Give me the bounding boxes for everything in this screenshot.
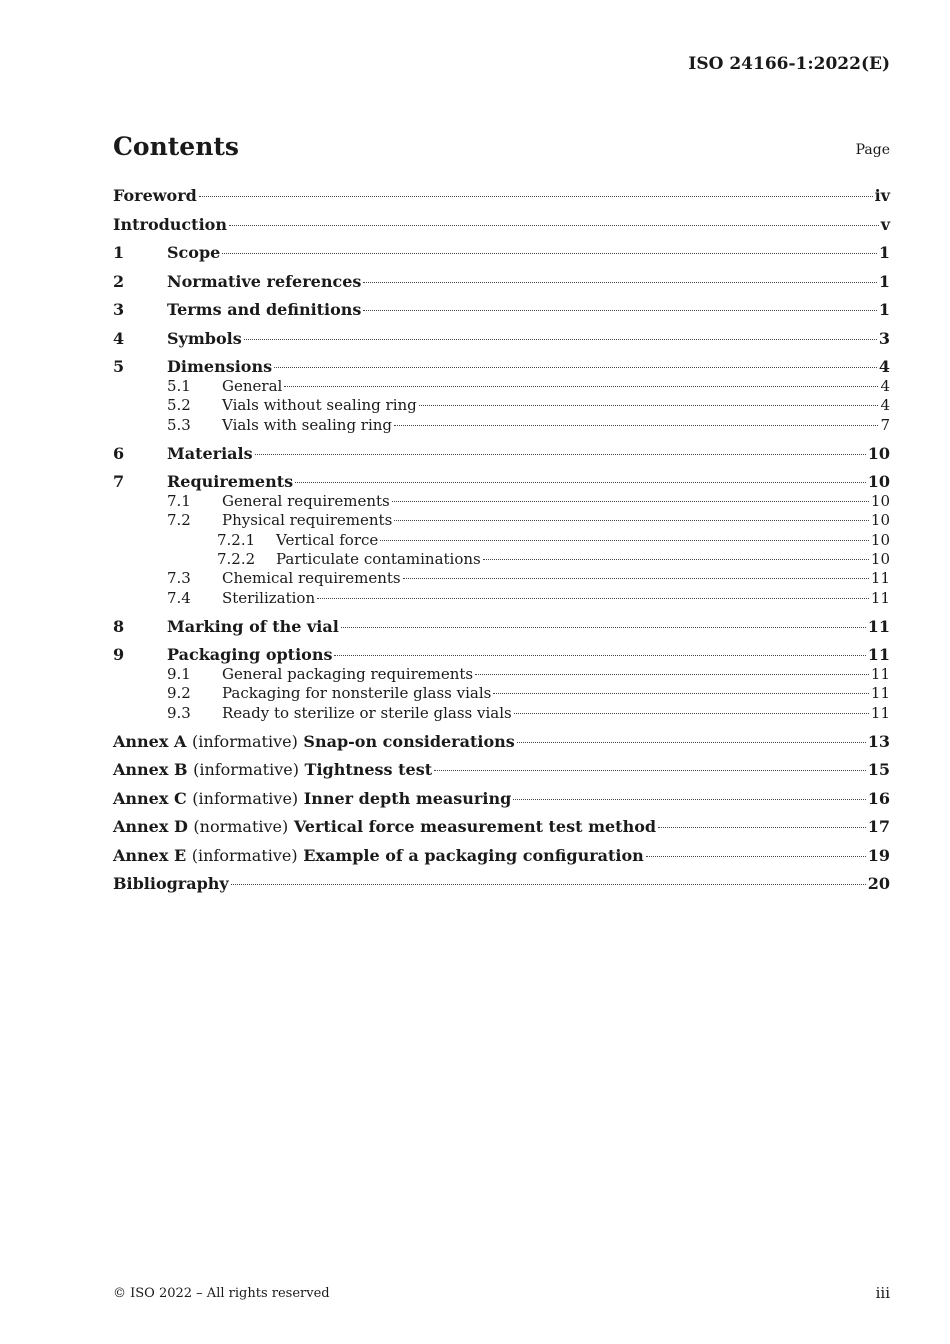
toc-page-number: 17 [867,817,890,837]
annex-title: Inner depth measuring [303,788,512,808]
toc-section-number: 2 [113,271,125,291]
toc-page-number: 11 [867,616,890,636]
toc-entry-title: General requirements [222,492,390,511]
toc-section-number: 9.2 [167,684,191,703]
toc-entry-annex-d[interactable] [113,816,890,845]
toc-page-number: 10 [870,511,890,530]
toc-entry-title: Symbols [167,328,242,348]
toc-section-number: 9 [113,645,125,665]
leader-dots [514,713,869,714]
leader-dots [363,310,876,311]
contents-header [113,132,890,166]
annex-label: Annex D [113,817,188,837]
toc-page-number: 11 [870,703,890,722]
toc-section-number: 5.3 [167,415,191,434]
leader-dots [334,655,865,656]
toc-page-number: 11 [867,645,890,665]
toc-page-number: iv [874,186,890,205]
toc-entry-title: Requirements [167,472,294,492]
toc-section-number: 7.2.2 [217,549,256,568]
leader-dots [244,339,877,340]
leader-dots [493,693,869,694]
toc-section-number: 7.1 [167,492,191,511]
leader-dots [658,827,866,828]
toc-section-number: 8 [113,616,125,636]
toc-entry-annex-b[interactable] [113,759,890,788]
toc-entry-requirements[interactable] [113,471,890,492]
toc-entry-title: General [222,377,283,395]
leader-dots [341,627,866,628]
copyright-notice: © ISO 2022 – All rights reserved [113,1286,330,1301]
toc-page-number: 11 [870,588,890,607]
leader-dots [284,386,878,387]
leader-dots [517,742,866,743]
toc-section-number: 3 [113,300,125,319]
leader-dots [199,196,873,197]
toc-subentry[interactable] [113,665,890,684]
annex-type: (informative) [193,760,299,780]
toc-section-number: 7 [113,472,125,492]
toc-page-number: 1 [878,243,890,262]
annex-label: Annex A [113,731,187,751]
toc-entry-title: Sterilization [222,588,316,607]
toc-entry-title: General packaging requirements [222,665,474,684]
toc-group-packaging [113,644,890,731]
annex-title: Vertical force measurement test method [293,817,657,837]
toc-section-number: 7.2.1 [217,530,256,549]
toc-entry-title: Ready to sterilize or sterile glass vials [222,703,512,722]
toc-entry-title: Packaging for nonsterile glass vials [222,684,492,703]
toc-entry-title: Particulate contaminations [276,549,481,568]
toc-page-number: 11 [870,665,890,684]
annex-type: (informative) [191,731,298,751]
leader-dots [513,799,865,800]
leader-dots [475,674,869,675]
toc-subentry[interactable] [113,684,890,703]
toc-entry-title [113,731,515,753]
annex-label: Annex E [113,845,187,865]
toc-subentry[interactable] [113,416,890,443]
toc-page-number: 10 [870,530,890,549]
toc-page-number: 10 [870,549,890,568]
leader-dots [380,540,869,541]
toc-page-number: 1 [878,300,890,319]
leader-dots [419,405,879,406]
toc-entry-packaging-options[interactable] [113,644,890,665]
toc-entry-title: Vertical force [276,530,379,549]
toc-entry-annex-e[interactable] [113,845,890,874]
toc-entry-title: Materials [167,443,253,463]
toc-subentry[interactable] [113,511,890,530]
annex-label: Annex B [113,760,188,780]
leader-dots [231,884,866,885]
toc-entry-introduction[interactable] [113,214,890,243]
annex-type: (normative) [193,817,289,837]
leader-dots [222,253,877,254]
contents-title: Contents [113,132,240,161]
annex-title: Example of a packaging configuration [303,845,644,865]
toc-page-number: 16 [867,788,890,808]
toc-page-number: 7 [880,415,890,434]
leader-dots [295,482,866,483]
toc-section-number: 5.1 [167,377,191,395]
annex-type: (informative) [192,788,299,808]
leader-dots [229,225,879,226]
toc-entry-title: Dimensions [167,357,273,376]
toc-page-number: 11 [870,569,890,588]
toc-section-number: 7.3 [167,569,191,588]
toc-page-number: 3 [878,328,890,348]
leader-dots [483,559,869,560]
toc-entry-symbols[interactable] [113,328,890,357]
toc-section-number: 9.3 [167,703,191,722]
toc-page-number: 15 [867,760,890,780]
toc-entry-title [113,759,432,781]
toc-entry-title: Chemical requirements [222,569,401,588]
toc-entry-bibliography[interactable] [113,873,890,902]
toc-entry-annex-c[interactable] [113,788,890,817]
toc-page-number: 13 [867,731,890,751]
toc-page-number: 4 [880,396,890,415]
toc-subsubentry[interactable] [113,550,890,569]
leader-dots [317,598,869,599]
toc-section-number: 5 [113,357,125,376]
toc-entry-scope[interactable] [113,242,890,271]
toc-section-number: 7.2 [167,511,191,530]
page-column-label: Page [855,142,890,158]
toc-entry-marking[interactable] [113,616,890,645]
toc-section-number: 4 [113,328,125,348]
toc-entry-title: Marking of the vial [167,616,339,636]
toc-page-number: 19 [867,845,890,865]
toc-entry-foreword[interactable] [113,185,890,214]
toc-section-number: 6 [113,443,125,463]
annex-type: (informative) [191,845,298,865]
toc-subentry[interactable] [113,492,890,511]
leader-dots [392,501,869,502]
annex-title: Snap-on considerations [303,731,515,751]
leader-dots [403,578,869,579]
toc-entry-title: Vials without sealing ring [222,396,417,415]
annex-label: Annex C [113,788,187,808]
toc-page-number: 4 [880,377,890,395]
annex-title: Tightness test [304,760,433,780]
toc-group-requirements [113,471,890,615]
leader-dots [434,770,866,771]
toc-subentry[interactable] [113,396,890,415]
toc-subentry[interactable] [113,377,890,396]
toc-section-number: 1 [113,243,125,262]
page-number: iii [875,1284,890,1302]
toc-entry-title: Introduction [113,214,227,234]
leader-dots [646,856,866,857]
toc-subentry[interactable] [113,589,890,616]
toc-page-number: 10 [870,492,890,511]
toc-entry-title [113,788,511,810]
toc-page-number: 1 [878,271,890,291]
toc-page-number: 11 [870,684,890,703]
toc-entry-title: Scope [167,243,221,262]
toc-entry-terms-and-definitions[interactable] [113,299,890,328]
toc-entry-title: Packaging options [167,645,333,665]
toc-entry-title: Foreword [113,186,197,205]
leader-dots [394,425,878,426]
toc-entry-materials[interactable] [113,443,890,472]
toc-subsubentry[interactable] [113,531,890,550]
toc-entry-dimensions[interactable] [113,356,890,377]
toc-entry-title [113,816,656,838]
toc-section-number: 7.4 [167,588,191,607]
toc-entry-title: Bibliography [113,874,229,894]
toc-group-dimensions [113,356,890,443]
toc-page-number: v [880,214,890,234]
toc-entry-annex-a[interactable] [113,731,890,760]
toc-entry-title: Normative references [167,271,362,291]
leader-dots [394,520,869,521]
toc-entry-title: Terms and definitions [167,300,362,319]
toc-section-number: 9.1 [167,665,191,684]
leader-dots [363,282,876,283]
toc-subentry[interactable] [113,704,890,731]
toc-page-number: 10 [867,443,890,463]
leader-dots [255,454,866,455]
document-id: ISO 24166-1:2022(E) [688,54,890,74]
toc-entry-title: Physical requirements [222,511,393,530]
toc-entry-normative-references[interactable] [113,271,890,300]
toc-subentry[interactable] [113,569,890,588]
toc-page-number: 20 [867,874,890,894]
toc-page-number: 4 [878,357,890,376]
table-of-contents [113,185,890,902]
toc-section-number: 5.2 [167,396,191,415]
toc-page-number: 10 [867,472,890,492]
toc-entry-title: Vials with sealing ring [222,415,393,434]
toc-entry-title [113,845,644,867]
leader-dots [274,367,877,368]
